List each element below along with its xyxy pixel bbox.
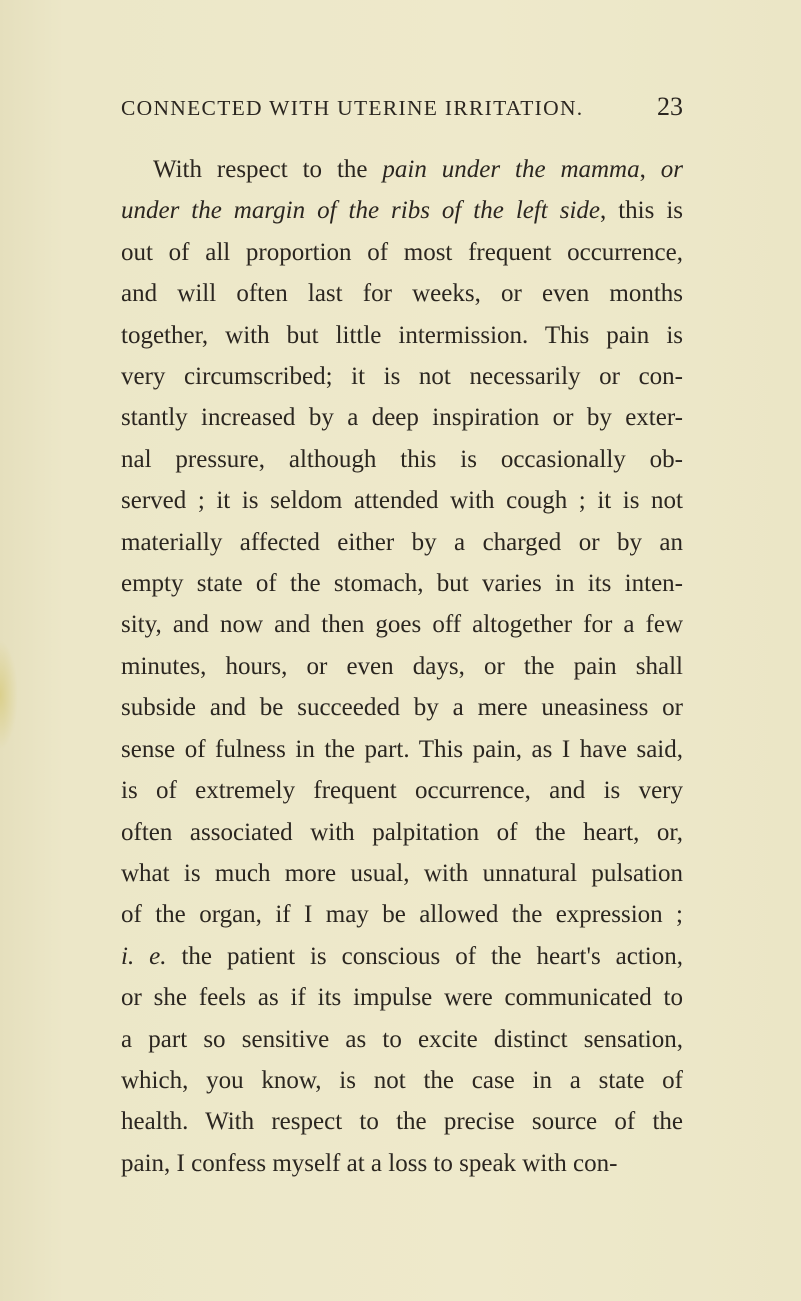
running-title: CONNECTED WITH UTERINE IRRITATION. <box>121 96 584 120</box>
text-line: materially affected either by a charged or by an <box>121 528 683 556</box>
text-line: is of extremely frequent occurrence, and is very <box>121 777 683 805</box>
text-line: i. e. the patient is conscious of the heart's action, <box>121 942 683 970</box>
body-text <box>121 149 683 1184</box>
text-line: subside and be succeeded by a mere uneasiness or <box>121 694 683 722</box>
text-line: stantly increased by a deep inspiration or by exter- <box>121 404 683 432</box>
text-line: served ; it is seldom attended with cough ; it is not <box>121 487 683 515</box>
text-line: and will often last for weeks, or even months <box>121 280 683 308</box>
text-line: out of all proportion of most frequent occurrence, <box>121 238 683 266</box>
text-line: sense of fulness in the part. This pain, as I have said, <box>121 735 683 763</box>
text-line: empty state of the stomach, but varies in its inten- <box>121 570 683 598</box>
text-line: of the organ, if I may be allowed the expression ; <box>121 901 683 929</box>
text-line: often associated with palpitation of the heart, or, <box>121 818 683 846</box>
text-line: very circumscribed; it is not necessarily or con- <box>121 363 683 391</box>
text-line: sity, and now and then goes off altogether for a few <box>121 611 683 639</box>
page-stain <box>0 640 18 750</box>
text-line: nal pressure, although this is occasionally ob- <box>121 445 683 473</box>
text-line: together, with but little intermission. This pain is <box>121 321 683 349</box>
text-line: what is much more usual, with unnatural pulsation <box>121 859 683 887</box>
page-header <box>121 92 683 126</box>
text-line: minutes, hours, or even days, or the pain shall <box>121 652 683 680</box>
page-number: 23 <box>657 92 683 121</box>
text-line: a part so sensitive as to excite distinct sensation, <box>121 1025 683 1053</box>
text-line: health. With respect to the precise source of the <box>121 1108 683 1136</box>
text-line: pain, I confess myself at a loss to speak with con- <box>121 1149 618 1177</box>
text-line: With respect to the pain under the mamma, or <box>153 156 683 183</box>
text-line: which, you know, is not the case in a state of <box>121 1066 683 1094</box>
text-line: or she feels as if its impulse were communicated to <box>121 984 683 1012</box>
text-line: under the margin of the ribs of the left side, this is <box>121 197 683 225</box>
